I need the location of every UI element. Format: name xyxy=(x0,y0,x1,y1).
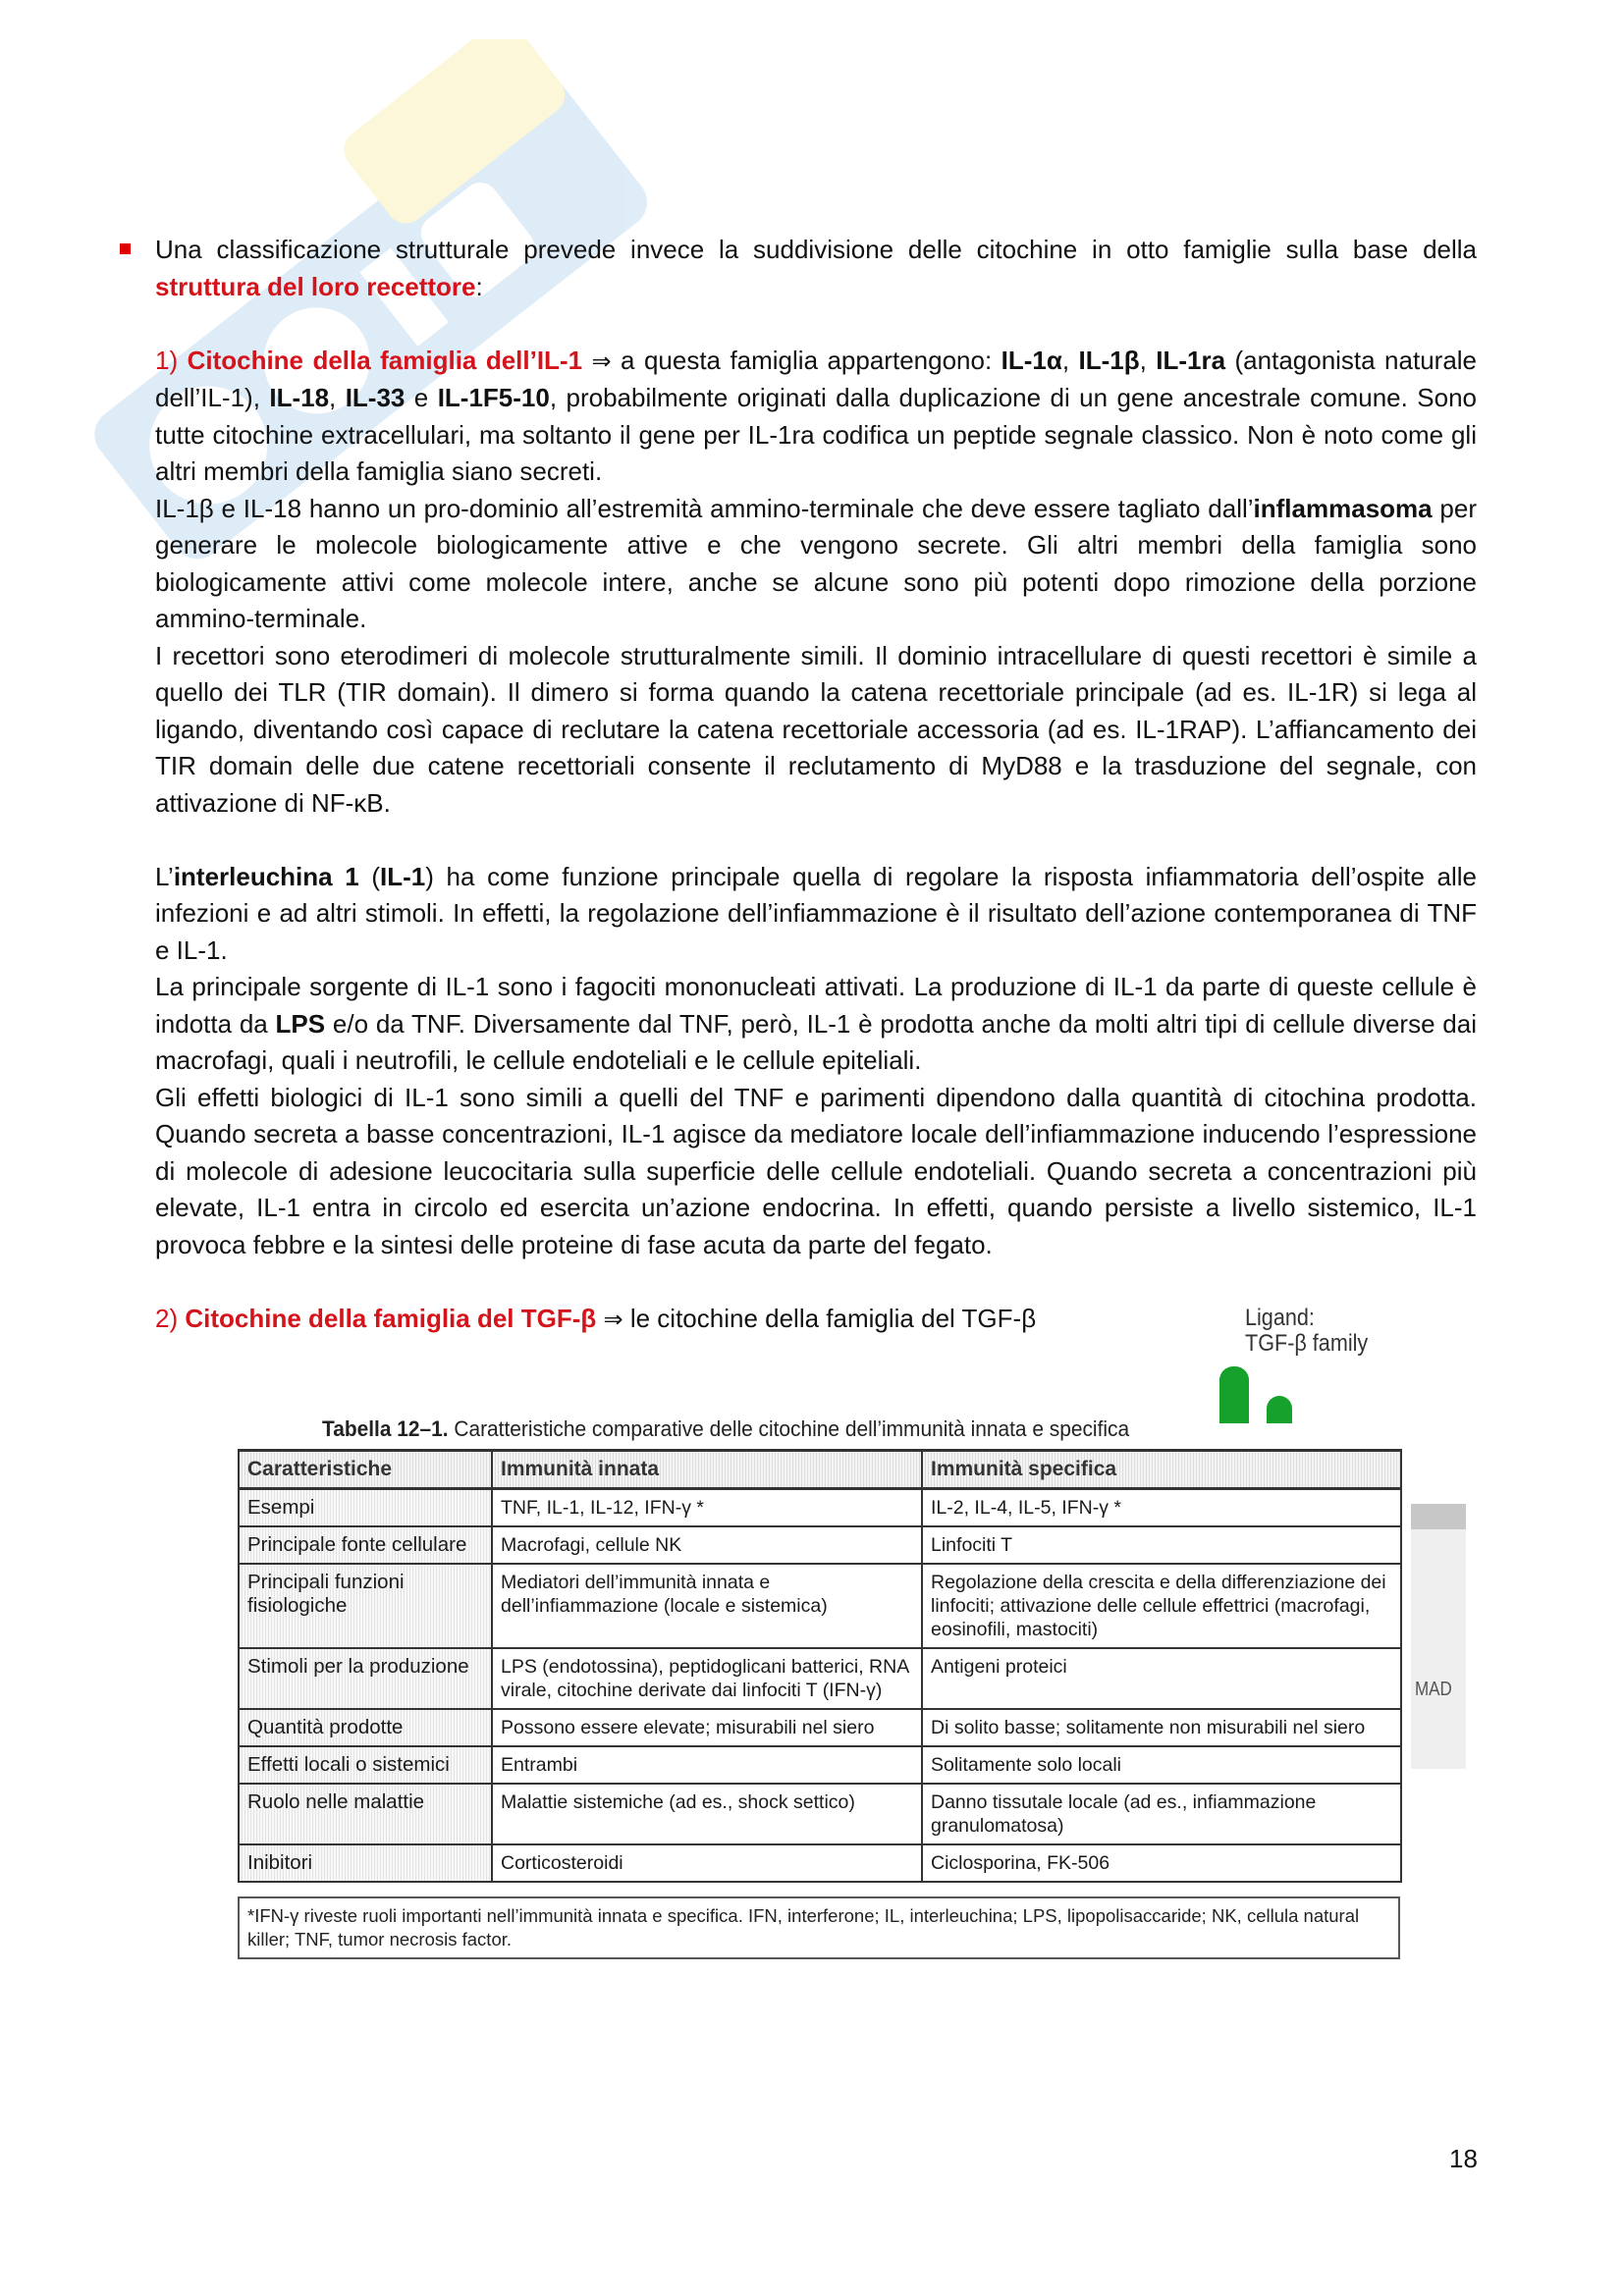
table-cell: Regolazione della crescita e della differenziazione dei linfociti; attivazione delle cellule effettrici (macrofagi, eosinofili, mastociti) xyxy=(922,1564,1401,1648)
implies-arrow-icon: ⇒ xyxy=(603,1305,623,1333)
table-row xyxy=(239,1564,1401,1648)
column-header: Caratteristiche xyxy=(239,1451,492,1489)
table-row xyxy=(239,1648,1401,1709)
row-label: Inibitori xyxy=(239,1844,492,1882)
family2-paragraph: 2) Citochine della famiglia del TGF-β ⇒ le citochine della famiglia del TGF-β xyxy=(155,1303,1037,1333)
intro-text: Una classificazione strutturale prevede invece la suddivisione delle citochine in otto famiglie sulla base della xyxy=(155,235,1477,264)
table-row xyxy=(239,1784,1401,1844)
table-cell: Mediatori dell’immunità innata e dell’infiammazione (locale e sistemica) xyxy=(492,1564,922,1648)
table-cell: Corticosteroidi xyxy=(492,1844,922,1882)
page-number: 18 xyxy=(1449,2144,1478,2173)
table-cell: Solitamente solo locali xyxy=(922,1746,1401,1784)
column-header: Immunità innata xyxy=(492,1451,922,1489)
table-cell: Macrofagi, cellule NK xyxy=(492,1526,922,1564)
cytokine-comparison-table xyxy=(238,1449,1400,1959)
ligand-label: Ligand: xyxy=(1245,1305,1315,1331)
bullet-square-icon xyxy=(120,243,131,254)
row-label: Principale fonte cellulare xyxy=(239,1526,492,1564)
side-strip-label: MAD xyxy=(1415,1679,1452,1700)
il1-function-paragraph: L’interleuchina 1 (IL-1) ha come funzione principale quella di regolare la risposta infiammatoria dell’ospite alle infezioni e ad altri stimoli. In effetti, la regolazione dell’infiammazione è il risultato dell’azione contemporanea di TNF e IL-1. xyxy=(155,861,1477,965)
table-cell: Di solito basse; solitamente non misurabili nel siero xyxy=(922,1709,1401,1746)
ligand-figure-fragment xyxy=(1210,1306,1435,1423)
table-cell: Antigeni proteici xyxy=(922,1648,1401,1709)
row-label: Quantità prodotte xyxy=(239,1709,492,1746)
table-cell: Malattie sistemiche (ad es., shock settico) xyxy=(492,1784,922,1844)
family2-heading: Citochine della famiglia del TGF-β xyxy=(185,1303,597,1333)
ligand-family-label: TGF-β family xyxy=(1245,1330,1369,1357)
table-cell: LPS (endotossina), peptidoglicani batterici, RNA virale, citochine derivate dai linfociti T (IFN-γ) xyxy=(492,1648,922,1709)
document-body xyxy=(155,232,1477,1338)
receptor-paragraph: I recettori sono eterodimeri di molecole strutturalmente simili. Il dominio intracellulare di questi recettori è simile a quello dei TLR (TIR domain). Il dimero si forma quando la catena recettoriale principale (ad es. IL-1R) si lega al ligando, diventando così capace di reclutare la catena recettoriale accessoria (ad es. IL-1RAP). L’affiancamento dei TIR domain delle due catene recettoriali consente il reclutamento di MyD88 e la trasduzione del segnale, con attivazione di NF-κB. xyxy=(155,640,1477,818)
table-cell: IL-2, IL-4, IL-5, IFN-γ * xyxy=(922,1489,1401,1527)
table-row xyxy=(239,1746,1401,1784)
table-cell: TNF, IL-1, IL-12, IFN-γ * xyxy=(492,1489,922,1527)
il1-effects-paragraph: Gli effetti biologici di IL-1 sono simili a quelli del TNF e parimenti dipendono dalla quantità di citochina prodotta. Quando secreta a basse concentrazioni, IL-1 agisce da mediatore locale dell’infiammazione inducendo l’espressione di molecole di adesione leucocitaria sulla superficie delle cellule endoteliali. Quando secreta a concentrazioni più elevate, IL-1 entra in circolo ed esercita un’azione endocrina. In effetti, quando persiste a livello sistemico, IL-1 provoca febbre e la sintesi delle proteine di fase acuta da parte del fegato. xyxy=(155,1082,1477,1259)
table-cell: Possono essere elevate; misurabili nel siero xyxy=(492,1709,922,1746)
table-row xyxy=(239,1844,1401,1882)
table-row xyxy=(239,1526,1401,1564)
figure-side-strip xyxy=(1411,1504,1466,1769)
implies-arrow-icon: ⇒ xyxy=(591,347,612,375)
table-row xyxy=(239,1489,1401,1527)
column-header: Immunità specifica xyxy=(922,1451,1401,1489)
inflammasome-paragraph: IL-1β e IL-18 hanno un pro-dominio all’estremità ammino-terminale che deve essere tagliato dall’inflammasoma per generare le molecole biologicamente attive e che vengono secrete. Gli altri membri della famiglia sono biologicamente attivi come molecole intere, anche se alcune sono più potenti dopo rimozione della porzione ammino-terminale. xyxy=(155,493,1477,633)
table-header-row xyxy=(239,1451,1401,1489)
ligand-shape-icon xyxy=(1267,1396,1292,1423)
row-label: Ruolo nelle malattie xyxy=(239,1784,492,1844)
row-label: Stimoli per la produzione xyxy=(239,1648,492,1709)
table-cell: Linfociti T xyxy=(922,1526,1401,1564)
table-footnote: *IFN-γ riveste ruoli importanti nell’immunità innata e specifica. IFN, interferone; IL, interleuchina; LPS, lipopolisaccaride; NK, cellula natural killer; TNF, tumor necrosis factor. xyxy=(238,1896,1400,1959)
table-title: Tabella 12–1. Caratteristiche comparative delle citochine dell’immunità innata e specifica xyxy=(322,1416,1130,1441)
table-row xyxy=(239,1709,1401,1746)
table-cell: Ciclosporina, FK-506 xyxy=(922,1844,1401,1882)
ligand-shape-icon xyxy=(1219,1366,1249,1423)
table-cell: Danno tissutale locale (ad es., infiammazione granulomatosa) xyxy=(922,1784,1401,1844)
table-cell: Entrambi xyxy=(492,1746,922,1784)
intro-paragraph xyxy=(155,232,1477,305)
family1-paragraph: 1) Citochine della famiglia dell’IL-1 ⇒ a questa famiglia appartengono: IL-1α, IL-1β, IL-1ra (antagonista naturale dell’IL-1), IL-18, IL-33 e IL-1F5-10, probabilmente originati dalla duplicazione di un gene ancestrale comune. Sono tutte citochine extracellulari, ma soltanto il gene per IL-1ra codifica un peptide segnale classico. Non è noto come gli altri membri della famiglia siano secreti. xyxy=(155,345,1478,486)
il1-source-paragraph: La principale sorgente di IL-1 sono i fagociti mononucleati attivati. La produzione di IL-1 da parte di queste cellule è indotta da LPS e/o da TNF. Diversamente dal TNF, però, IL-1 è prodotta anche da molti altri tipi di cellule diverse dai macrofagi, quali i neutrofili, le cellule endoteliali e le cellule epiteliali. xyxy=(155,972,1477,1075)
row-label: Effetti locali o sistemici xyxy=(239,1746,492,1784)
intro-colon: : xyxy=(475,271,483,301)
row-label: Principali funzioni fisiologiche xyxy=(239,1564,492,1648)
row-label: Esempi xyxy=(239,1489,492,1527)
intro-highlight: struttura del loro recettore xyxy=(155,271,476,301)
family1-heading: Citochine della famiglia dell’IL-1 xyxy=(187,345,583,375)
